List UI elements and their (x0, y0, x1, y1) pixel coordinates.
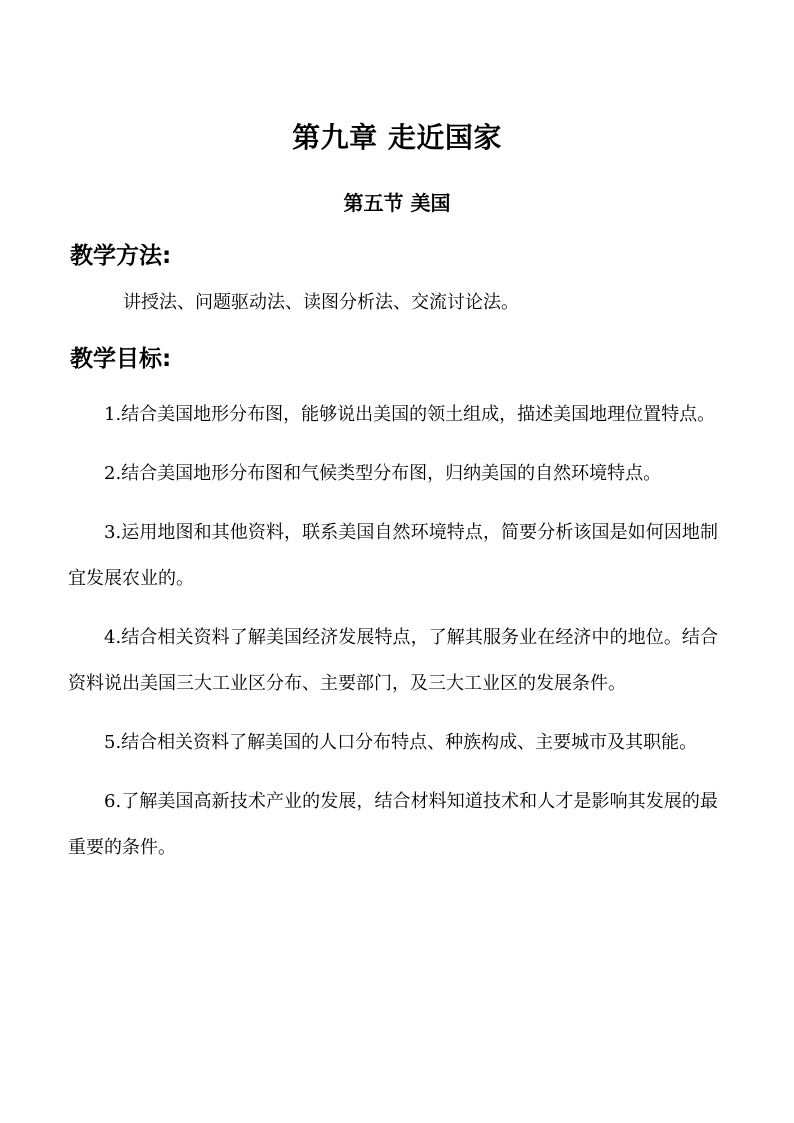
teaching-methods-text: 讲授法、问题驱动法、读图分析法、交流讨论法。 (123, 292, 519, 313)
objective-item: 3.运用地图和其他资料，联系美国自然环境特点，简要分析该国是如何因地制宜发展农业的。 (68, 522, 718, 589)
teaching-methods-heading: 教学方法: (70, 243, 172, 269)
objective-item: 6.了解美国高新技术产业的发展，结合材料知道技术和人才是影响其发展的最重要的条件。 (68, 791, 718, 858)
objective-item: 5.结合相关资料了解美国的人口分布特点、种族构成、主要城市及其职能。 (104, 732, 698, 753)
teaching-objectives-heading: 教学目标: (70, 346, 172, 372)
objectives-list (68, 392, 718, 884)
objective-item: 2.结合美国地形分布图和气候类型分布图，归纳美国的自然环境特点。 (104, 463, 662, 484)
section-title: 第五节 美国 (343, 191, 451, 215)
objective-item: 1.结合美国地形分布图，能够说出美国的领土组成，描述美国地理位置特点。 (104, 404, 716, 425)
chapter-title: 第九章 走近国家 (292, 121, 502, 154)
objective-item: 4.结合相关资料了解美国经济发展特点，了解其服务业在经济中的地位。结合资料说出美国三大工业区分布、主要部门，及三大工业区的发展条件。 (68, 627, 718, 694)
